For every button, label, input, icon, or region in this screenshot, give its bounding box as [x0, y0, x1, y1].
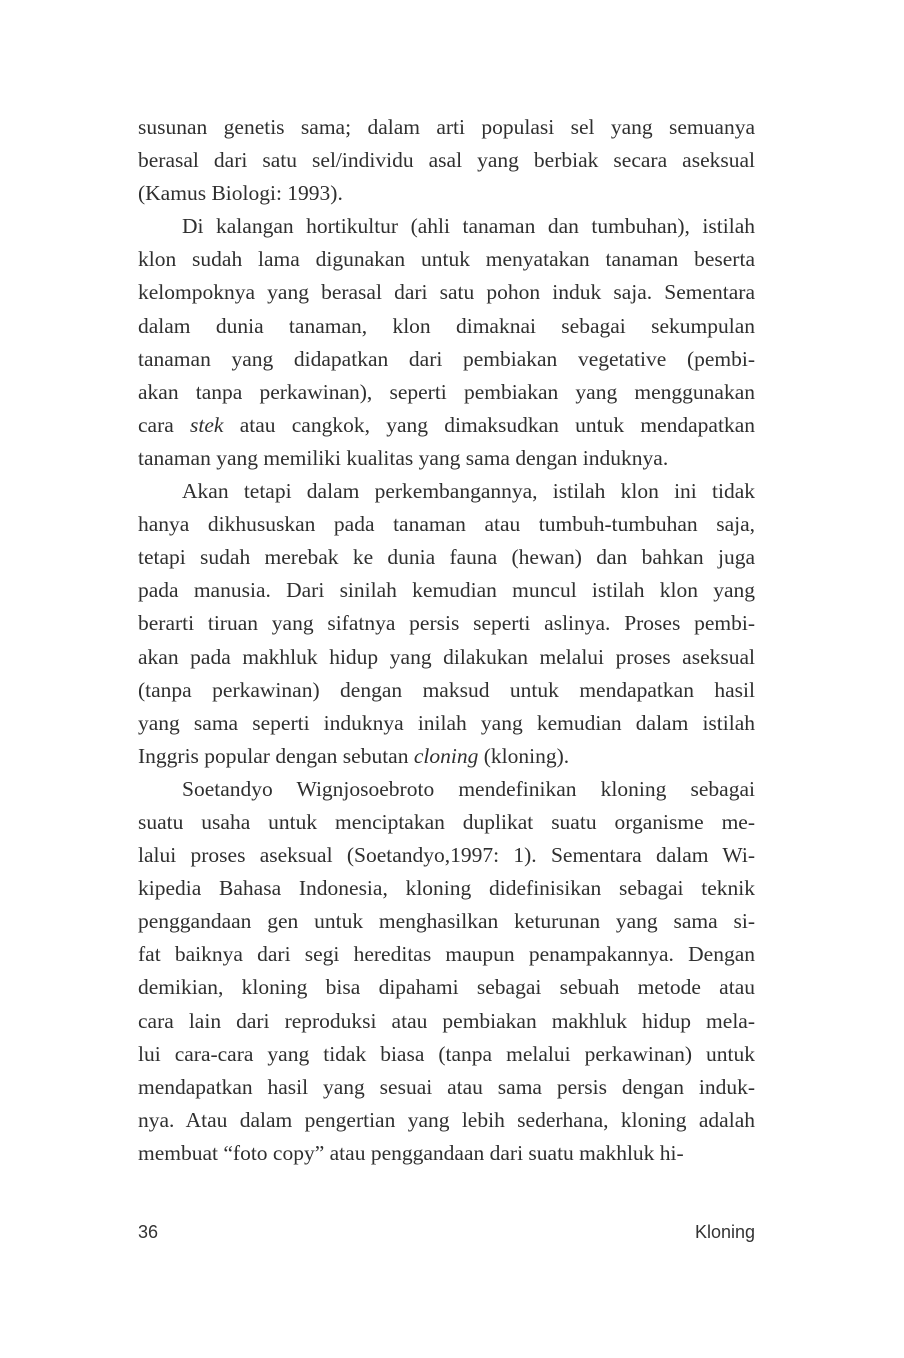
text-line: kipedia Bahasa Indonesia, kloning didefinisikan sebagai teknik [138, 876, 755, 901]
text-line: pada manusia. Dari sinilah kemudian muncul istilah klon yang [138, 578, 755, 603]
text-line: akan pada makhluk hidup yang dilakukan melalui proses aseksual [138, 644, 755, 669]
text-line: lalui proses aseksual (Soetandyo,1997: 1). Sementara dalam Wi- [138, 843, 755, 868]
paragraph [138, 773, 755, 1170]
text-line: tanaman yang didapatkan dari pembiakan vegetative (pembi- [138, 346, 755, 371]
italic-term: stek [190, 412, 224, 437]
text-line: demikian, kloning bisa dipahami sebagai sebuah metode atau [138, 975, 755, 1000]
paragraph [138, 111, 755, 210]
text-line: suatu usaha untuk menciptakan duplikat suatu organisme me- [138, 809, 755, 834]
text-line: fat baiknya dari segi hereditas maupun penampakannya. Dengan [138, 942, 755, 967]
text-line: tanaman yang memiliki kualitas yang sama dengan induknya. [138, 445, 669, 470]
text-line: membuat “foto copy” atau penggandaan dari suatu makhluk hi- [138, 1140, 684, 1165]
text-line: yang sama seperti induknya inilah yang kemudian dalam istilah [138, 710, 755, 735]
text-line: akan tanpa perkawinan), seperti pembiakan yang menggunakan [138, 379, 755, 404]
text-line: (Kamus Biologi: 1993). [138, 181, 343, 206]
text-line: nya. Atau dalam pengertian yang lebih sederhana, kloning adalah [138, 1107, 755, 1132]
text-line: hanya dikhususkan pada tanaman atau tumbuh-tumbuhan saja, [138, 512, 755, 537]
text-line: Inggris popular dengan sebutan cloning (kloning). [138, 743, 570, 768]
page-footer [138, 1222, 755, 1248]
running-title: Kloning [694, 1222, 755, 1242]
text-line: Di kalangan hortikultur (ahli tanaman dan tumbuhan), istilah [182, 214, 755, 239]
italic-term: cloning [413, 743, 479, 768]
text-line: Akan tetapi dalam perkembangannya, istilah klon ini tidak [182, 479, 755, 504]
text-line: berasal dari satu sel/individu asal yang berbiak secara aseksual [138, 148, 755, 173]
text-line: kelompoknya yang berasal dari satu pohon induk saja. Sementara [138, 280, 755, 305]
text-line: lui cara-cara yang tidak biasa (tanpa melalui perkawinan) untuk [138, 1041, 755, 1066]
page-number: 36 [138, 1222, 159, 1242]
text-line: cara stek atau cangkok, yang dimaksudkan untuk mendapatkan [138, 412, 755, 437]
body-text [138, 111, 755, 1170]
text-line: klon sudah lama digunakan untuk menyatakan tanaman beserta [138, 247, 755, 272]
text-line: berarti tiruan yang sifatnya persis seperti aslinya. Proses pembi- [138, 611, 755, 636]
text-line: Soetandyo Wignjosoebroto mendefinikan kloning sebagai [182, 776, 755, 801]
text-line: dalam dunia tanaman, klon dimaknai sebagai sekumpulan [138, 313, 755, 338]
text-line: penggandaan gen untuk menghasilkan keturunan yang sama si- [138, 909, 755, 934]
paragraph [138, 475, 755, 773]
text-line: mendapatkan hasil yang sesuai atau sama persis dengan induk- [138, 1074, 755, 1099]
text-line: cara lain dari reproduksi atau pembiakan makhluk hidup mela- [138, 1008, 755, 1033]
text-line: susunan genetis sama; dalam arti populasi sel yang semuanya [138, 115, 755, 139]
text-line: (tanpa perkawinan) dengan maksud untuk mendapatkan hasil [138, 677, 755, 702]
text-line: tetapi sudah merebak ke dunia fauna (hewan) dan bahkan juga [138, 545, 755, 570]
paragraph [138, 210, 755, 475]
